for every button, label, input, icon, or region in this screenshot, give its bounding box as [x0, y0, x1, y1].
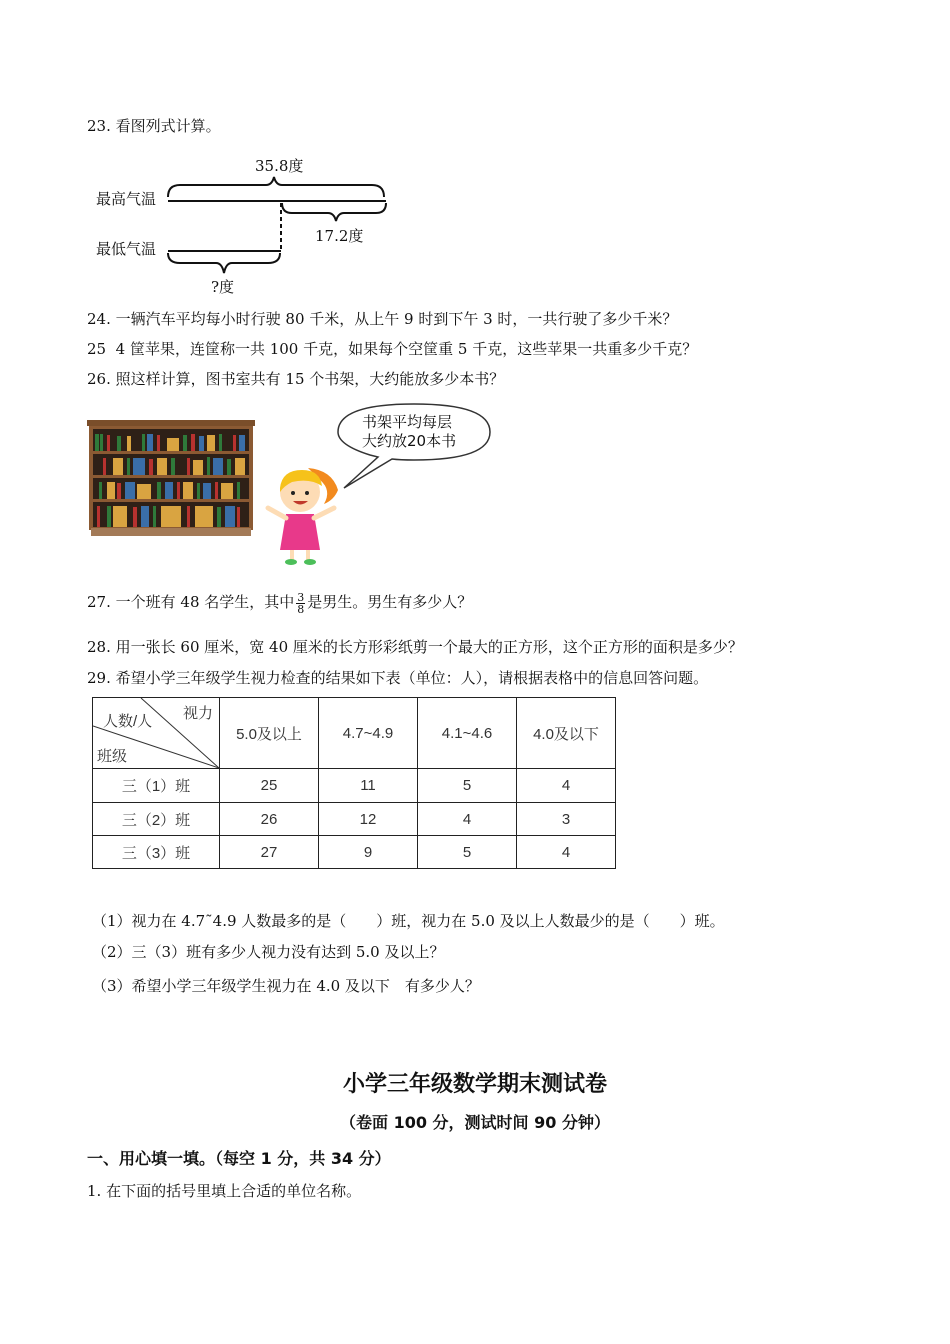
class-cell: 三（3）班 — [93, 836, 220, 869]
total-label: 35.8度 — [255, 157, 304, 175]
corner-label-vision: 视力 — [182, 705, 213, 722]
vision-table — [92, 697, 616, 869]
question-26 — [87, 369, 504, 389]
value-cell: 27 — [220, 836, 319, 869]
question-27 — [87, 584, 472, 620]
class-cell: 三（2）班 — [93, 803, 220, 836]
question-text: 4 筐苹果，连筐称一共 100 千克，如果每个空筐重 5 千克，这些苹果一共重多少千克？ — [115, 340, 698, 358]
question-number: 24. — [87, 310, 111, 328]
value-cell: 9 — [319, 836, 418, 869]
question-text: 看图列式计算。 — [115, 117, 221, 135]
column-header: 4.0及以下 — [517, 698, 616, 769]
value-cell: 25 — [220, 769, 319, 803]
question-text: 希望小学三年级学生视力检查的结果如下表（单位：人），请根据表格中的信息回答问题。 — [115, 669, 709, 687]
question-number: 23. — [87, 117, 111, 135]
value-cell: 5 — [418, 836, 517, 869]
question-28 — [87, 637, 743, 657]
unknown-label: ?度 — [211, 278, 235, 296]
segment-diagram-lines — [160, 175, 395, 275]
high-temp-label: 最高气温 — [96, 190, 157, 208]
corner-label-count: 人数/人 — [103, 713, 153, 730]
item-1: 1. 在下面的括号里填上合适的单位名称。 — [87, 1182, 362, 1200]
exam-subtitle: （卷面 100 分，测试时间 90 分钟） — [340, 1113, 610, 1132]
question-23 — [87, 116, 221, 136]
bubble-line-2: 大约放20本书 — [362, 432, 457, 450]
table-header-row — [93, 698, 616, 769]
question-number: 27. — [87, 593, 111, 611]
value-cell: 3 — [517, 803, 616, 836]
question-text-before: 一个班有 48 名学生，其中 — [115, 593, 295, 611]
question-text-after: 是男生。男生有多少人？ — [307, 593, 473, 611]
fraction-numerator: 3 — [297, 590, 305, 604]
question-text: 一辆汽车平均每小时行驶 80 千米，从上午 9 时到下午 3 时，一共行驶了多少千米？ — [115, 310, 678, 328]
question-24 — [87, 309, 677, 329]
column-header: 4.1~4.6 — [418, 698, 517, 769]
question-25 — [87, 339, 697, 359]
value-cell: 12 — [319, 803, 418, 836]
table-row — [93, 836, 616, 869]
question-number: 26. — [87, 370, 111, 388]
table-row — [93, 803, 616, 836]
question-number: 25 — [87, 340, 107, 358]
corner-header-cell — [93, 698, 220, 769]
bookshelf-image — [87, 420, 257, 538]
value-cell: 26 — [220, 803, 319, 836]
sub-question-1: （1）视力在 4.7˜4.9 人数最多的是（ ）班，视力在 5.0 及以上人数最少的是（ ）班。 — [92, 912, 725, 930]
exam-title: 小学三年级数学期末测试卷 — [342, 1072, 607, 1097]
table-row — [93, 769, 616, 803]
question-29 — [87, 668, 708, 688]
section-1-heading: 一、用心填一填。（每空 1 分，共 34 分） — [87, 1149, 391, 1168]
fraction — [296, 592, 305, 615]
value-cell: 4 — [517, 769, 616, 803]
fraction-denominator: 8 — [297, 602, 305, 616]
difference-label: 17.2度 — [315, 227, 364, 245]
corner-label-class: 班级 — [97, 748, 128, 765]
column-header: 4.7~4.9 — [319, 698, 418, 769]
question-number: 29. — [87, 669, 111, 687]
value-cell: 11 — [319, 769, 418, 803]
question-text: 用一张长 60 厘米，宽 40 厘米的长方形彩纸剪一个最大的正方形，这个正方形的面积是多少？ — [115, 638, 743, 656]
sub-question-2: （2）三（3）班有多少人视力没有达到 5.0 及以上？ — [92, 943, 445, 961]
sub-question-3: （3）希望小学三年级学生视力在 4.0 及以下 有多少人？ — [92, 977, 480, 995]
column-header: 5.0及以上 — [220, 698, 319, 769]
value-cell: 4 — [517, 836, 616, 869]
class-cell: 三（1）班 — [93, 769, 220, 803]
low-temp-label: 最低气温 — [96, 240, 157, 258]
value-cell: 5 — [418, 769, 517, 803]
question-number: 28. — [87, 638, 111, 656]
value-cell: 4 — [418, 803, 517, 836]
bubble-line-1: 书架平均每层 — [362, 413, 453, 431]
question-text: 照这样计算，图书室共有 15 个书架，大约能放多少本书？ — [115, 370, 505, 388]
